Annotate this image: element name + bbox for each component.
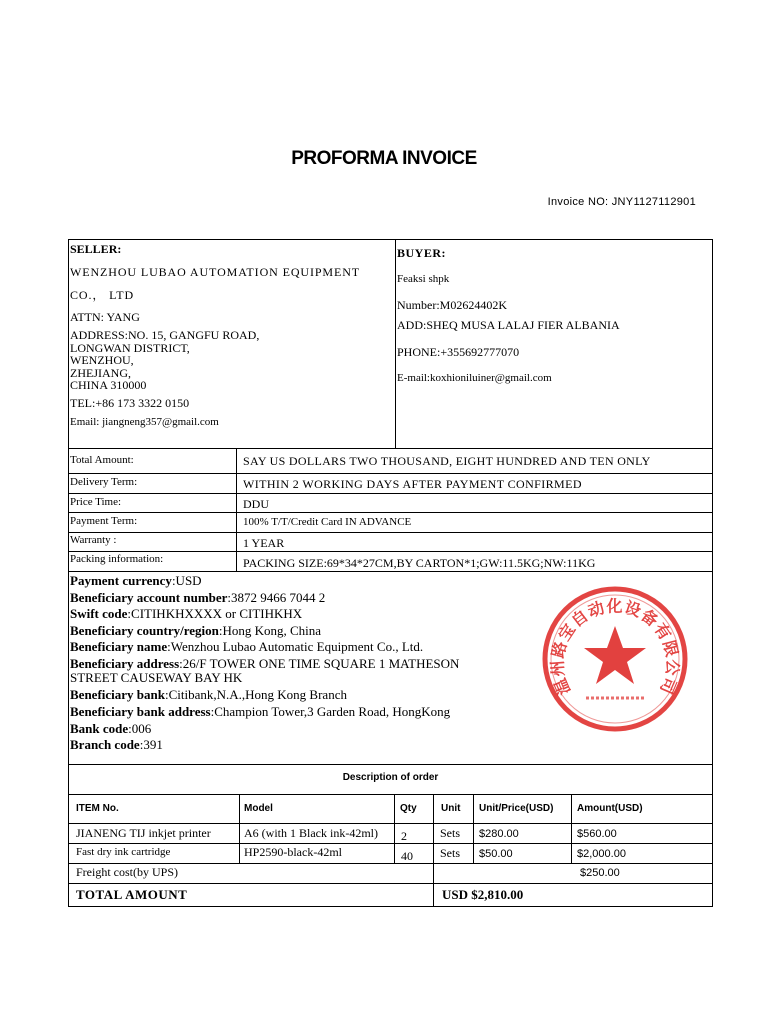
beneficiary-bank: Beneficiary bank:Citibank,N.A.,Hong Kong Branch — [70, 687, 347, 702]
order-row-amount: $2,000.00 — [577, 848, 626, 860]
seller-address-line: CHINA 310000 — [70, 378, 147, 392]
term-value: PACKING SIZE:69*34*27CM,BY CARTON*1;GW:11.5KG;NW:11KG — [243, 556, 596, 570]
bank-code: Bank code:006 — [70, 720, 152, 736]
term-label: Warranty : — [70, 534, 117, 546]
order-row-qty: 40 — [401, 849, 413, 863]
order-row-item: Fast dry ink cartridge — [76, 846, 171, 858]
buyer-address: ADD:SHEQ MUSA LALAJ FIER ALBANIA — [397, 318, 620, 332]
seller-address-line: WENZHOU, — [70, 353, 134, 367]
column-header-unit-price: Unit/Price(USD) — [479, 803, 554, 814]
buyer-phone: PHONE:+355692777070 — [397, 345, 520, 359]
seller-address — [70, 329, 259, 392]
buyer-name: Feaksi shpk — [397, 273, 450, 285]
seller-tel: TEL:+86 173 3322 0150 — [70, 396, 190, 410]
term-value: 1 YEAR — [243, 536, 285, 550]
seller-address-line: ADDRESS:NO. 15, GANGFU ROAD, — [70, 328, 260, 342]
term-value: DDU — [243, 497, 269, 511]
beneficiary-country: Beneficiary country/region:Hong Kong, China — [70, 622, 322, 638]
term-label: Payment Term: — [70, 515, 138, 527]
term-value: SAY US DOLLARS TWO THOUSAND, EIGHT HUNDRED AND TEN ONLY — [243, 454, 651, 468]
total-value: USD $2,810.00 — [442, 887, 524, 902]
order-row-unit: Sets — [440, 846, 461, 860]
order-heading: Description of order — [342, 772, 439, 783]
column-header-qty: Qty — [400, 803, 417, 814]
seller-company-line1: WENZHOU LUBAO AUTOMATION EQUIPMENT — [70, 265, 361, 279]
buyer-email: E-mail:koxhioniluiner@gmail.com — [397, 372, 552, 384]
column-header-unit: Unit — [441, 803, 461, 814]
beneficiary-address: Beneficiary address:26/F TOWER ONE TIME SQUARE 1 MATHESON — [70, 655, 460, 671]
freight-value: $250.00 — [580, 867, 620, 879]
term-label: Delivery Term: — [70, 476, 138, 488]
order-row-model: A6 (with 1 Black ink-42ml) — [244, 826, 378, 840]
document-title: PROFORMA INVOICE — [291, 148, 477, 169]
column-header-model: Model — [244, 803, 273, 814]
swift-code: Swift code:CITIHKHXXXX or CITIHKHX — [70, 606, 303, 621]
column-header-item: ITEM No. — [76, 803, 119, 814]
seller-company-line2: CO.， LTD — [70, 288, 135, 302]
order-row-model: HP2590-black-42ml — [244, 845, 342, 859]
term-value: WITHIN 2 WORKING DAYS AFTER PAYMENT CONFIRMED — [243, 477, 582, 491]
buyer-number: Number:M02624402K — [397, 298, 507, 312]
seller-address-line: ZHEJIANG, — [70, 365, 131, 380]
term-value: 100% T/T/Credit Card IN ADVANCE — [243, 516, 412, 528]
buyer-heading: BUYER: — [397, 246, 447, 260]
term-label: Total Amount: — [70, 454, 134, 466]
total-label: TOTAL AMOUNT — [76, 887, 188, 902]
beneficiary-bank-address: Beneficiary bank address:Champion Tower,3 Garden Road, HongKong — [70, 704, 451, 719]
order-row-price: $50.00 — [479, 848, 513, 860]
order-row-qty: 2 — [401, 829, 407, 843]
red-star-seal-icon — [540, 584, 690, 734]
payment-currency: Payment currency:USD — [70, 573, 202, 588]
seal-text: 温州路宝自动化设备有限公司 — [547, 596, 683, 698]
term-label: Price Time: — [70, 496, 122, 508]
branch-code: Branch code:391 — [70, 737, 163, 752]
order-row-unit: Sets — [440, 826, 461, 840]
order-row-amount: $560.00 — [577, 828, 617, 840]
seller-email: Email: jiangneng357@gmail.com — [70, 416, 219, 428]
invoice-number: Invoice NO: JNY1127112901 — [547, 196, 696, 208]
order-row-item: JIANENG TIJ inkjet printer — [76, 826, 211, 840]
beneficiary-account-number: Beneficiary account number:3872 9466 7044 2 — [70, 589, 326, 605]
column-header-amount: Amount(USD) — [577, 803, 643, 814]
term-label: Packing information: — [70, 553, 164, 565]
seller-attn: ATTN: YANG — [70, 310, 140, 324]
beneficiary-address-line2: STREET CAUSEWAY BAY HK — [70, 670, 243, 685]
beneficiary-name: Beneficiary name:Wenzhou Lubao Automatic Equipment Co., Ltd. — [70, 639, 424, 654]
order-row-price: $280.00 — [479, 828, 519, 840]
freight-label: Freight cost(by UPS) — [76, 865, 178, 879]
seller-heading: SELLER: — [70, 242, 122, 256]
seller-address-line: LONGWAN DISTRICT, — [70, 340, 190, 355]
